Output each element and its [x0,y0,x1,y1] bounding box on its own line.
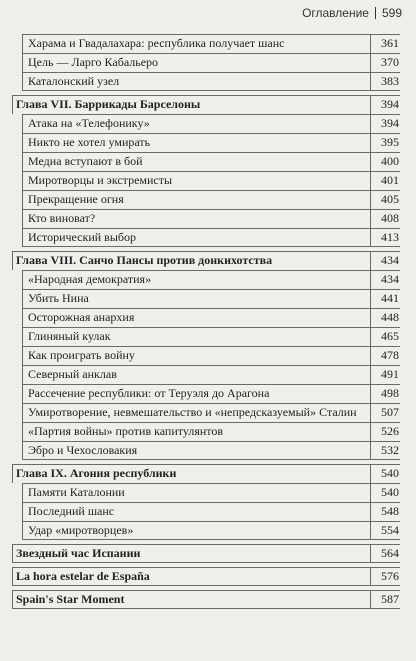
page-number: 408 [370,209,400,228]
page-number: 498 [370,384,400,403]
page-number: 491 [370,365,400,384]
section-title: Прекращение огня [28,192,124,206]
toc-chapter-row [12,95,400,114]
page-number: 507 [370,403,400,422]
toc-chapter-row [12,590,400,609]
page-number: 564 [370,544,400,563]
toc-section-row [12,152,400,171]
toc-section-row [12,422,400,441]
toc-section-row [12,209,400,228]
section-title: Памяти Каталонии [28,485,125,499]
page-number: 383 [370,72,400,91]
toc-chapter-row [12,544,400,563]
page-number: 540 [370,464,400,483]
section-title: Умиротворение, невмешательство и «непредсказуемый» Сталин [28,405,357,419]
page-number: 370 [370,53,400,72]
toc-section-row [12,502,400,521]
page-number: 554 [370,521,400,540]
section-title: Исторический выбор [28,230,136,244]
chapter-title: Глава VIII. Санчо Пансы против донкихотства [16,253,273,267]
toc-section-row [12,403,400,422]
toc-section-row [12,228,400,247]
page-number: 394 [370,95,400,114]
section-title: Кто виноват? [28,211,96,225]
section-title: Северный анклав [28,367,117,381]
page-number: 548 [370,502,400,521]
section-title: Медиа вступают в бой [28,154,143,168]
toc-section-row [12,521,400,540]
section-title: Как проиграть войну [28,348,135,362]
toc-section-row [12,365,400,384]
section-title: Каталонский узел [28,74,120,88]
chapter-title: Глава VII. Баррикады Барселоны [16,97,201,111]
section-title: Глиняный кулак [28,329,111,343]
chapter-title: Spain's Star Moment [16,592,125,606]
header-page-number: 599 [381,6,402,20]
toc-section-row [12,483,400,502]
page-number: 478 [370,346,400,365]
page-number: 587 [370,590,400,609]
page-number: 413 [370,228,400,247]
page-number: 465 [370,327,400,346]
toc-chapter-row [12,251,400,270]
page-number: 361 [370,34,400,53]
section-title: Атака на «Телефонику» [28,116,150,130]
chapter-title: Звездный час Испании [16,546,141,560]
page-number: 576 [370,567,400,586]
toc-section-row [12,327,400,346]
page-number: 448 [370,308,400,327]
toc-section-row [12,289,400,308]
section-title: Рассечение республики: от Теруэля до Арагона [28,386,270,400]
toc-section-row [12,114,400,133]
page-number: 526 [370,422,400,441]
toc-section-row [12,133,400,152]
page-number: 401 [370,171,400,190]
section-title: «Партия войны» против капитулянтов [28,424,224,438]
page-number: 441 [370,289,400,308]
section-title: Харама и Гвадалахара: республика получает шанс [28,36,285,50]
page-number: 395 [370,133,400,152]
page-number: 394 [370,114,400,133]
toc-section-row [12,270,400,289]
toc-section-row [12,346,400,365]
toc-section-row [12,171,400,190]
toc-chapter-row [12,464,400,483]
page-number: 434 [370,270,400,289]
toc-section-row [12,441,400,460]
page-number: 540 [370,483,400,502]
header-section-title: Оглавление [302,6,369,20]
toc-section-row [12,34,400,53]
running-header [302,6,402,20]
section-title: Цель — Ларго Кабальеро [28,55,159,69]
section-title: Никто не хотел умирать [28,135,151,149]
section-title: Убить Нина [28,291,89,305]
toc-section-row [12,384,400,403]
section-title: Эбро и Чехословакия [28,443,138,457]
chapter-title: La hora estelar de España [16,569,150,583]
page-number: 434 [370,251,400,270]
page-number: 405 [370,190,400,209]
section-title: Удар «миротворцев» [28,523,134,537]
toc-section-row [12,190,400,209]
section-title: «Народная демократия» [28,272,152,286]
page-number: 400 [370,152,400,171]
section-title: Осторожная анархия [28,310,135,324]
section-title: Миротворцы и экстремисты [28,173,173,187]
toc-chapter-row [12,567,400,586]
toc-section-row [12,72,400,91]
toc-section-row [12,53,400,72]
chapter-title: Глава IX. Агония республики [16,466,177,480]
toc-section-row [12,308,400,327]
section-title: Последний шанс [28,504,115,518]
header-separator [375,7,376,19]
page-number: 532 [370,441,400,460]
